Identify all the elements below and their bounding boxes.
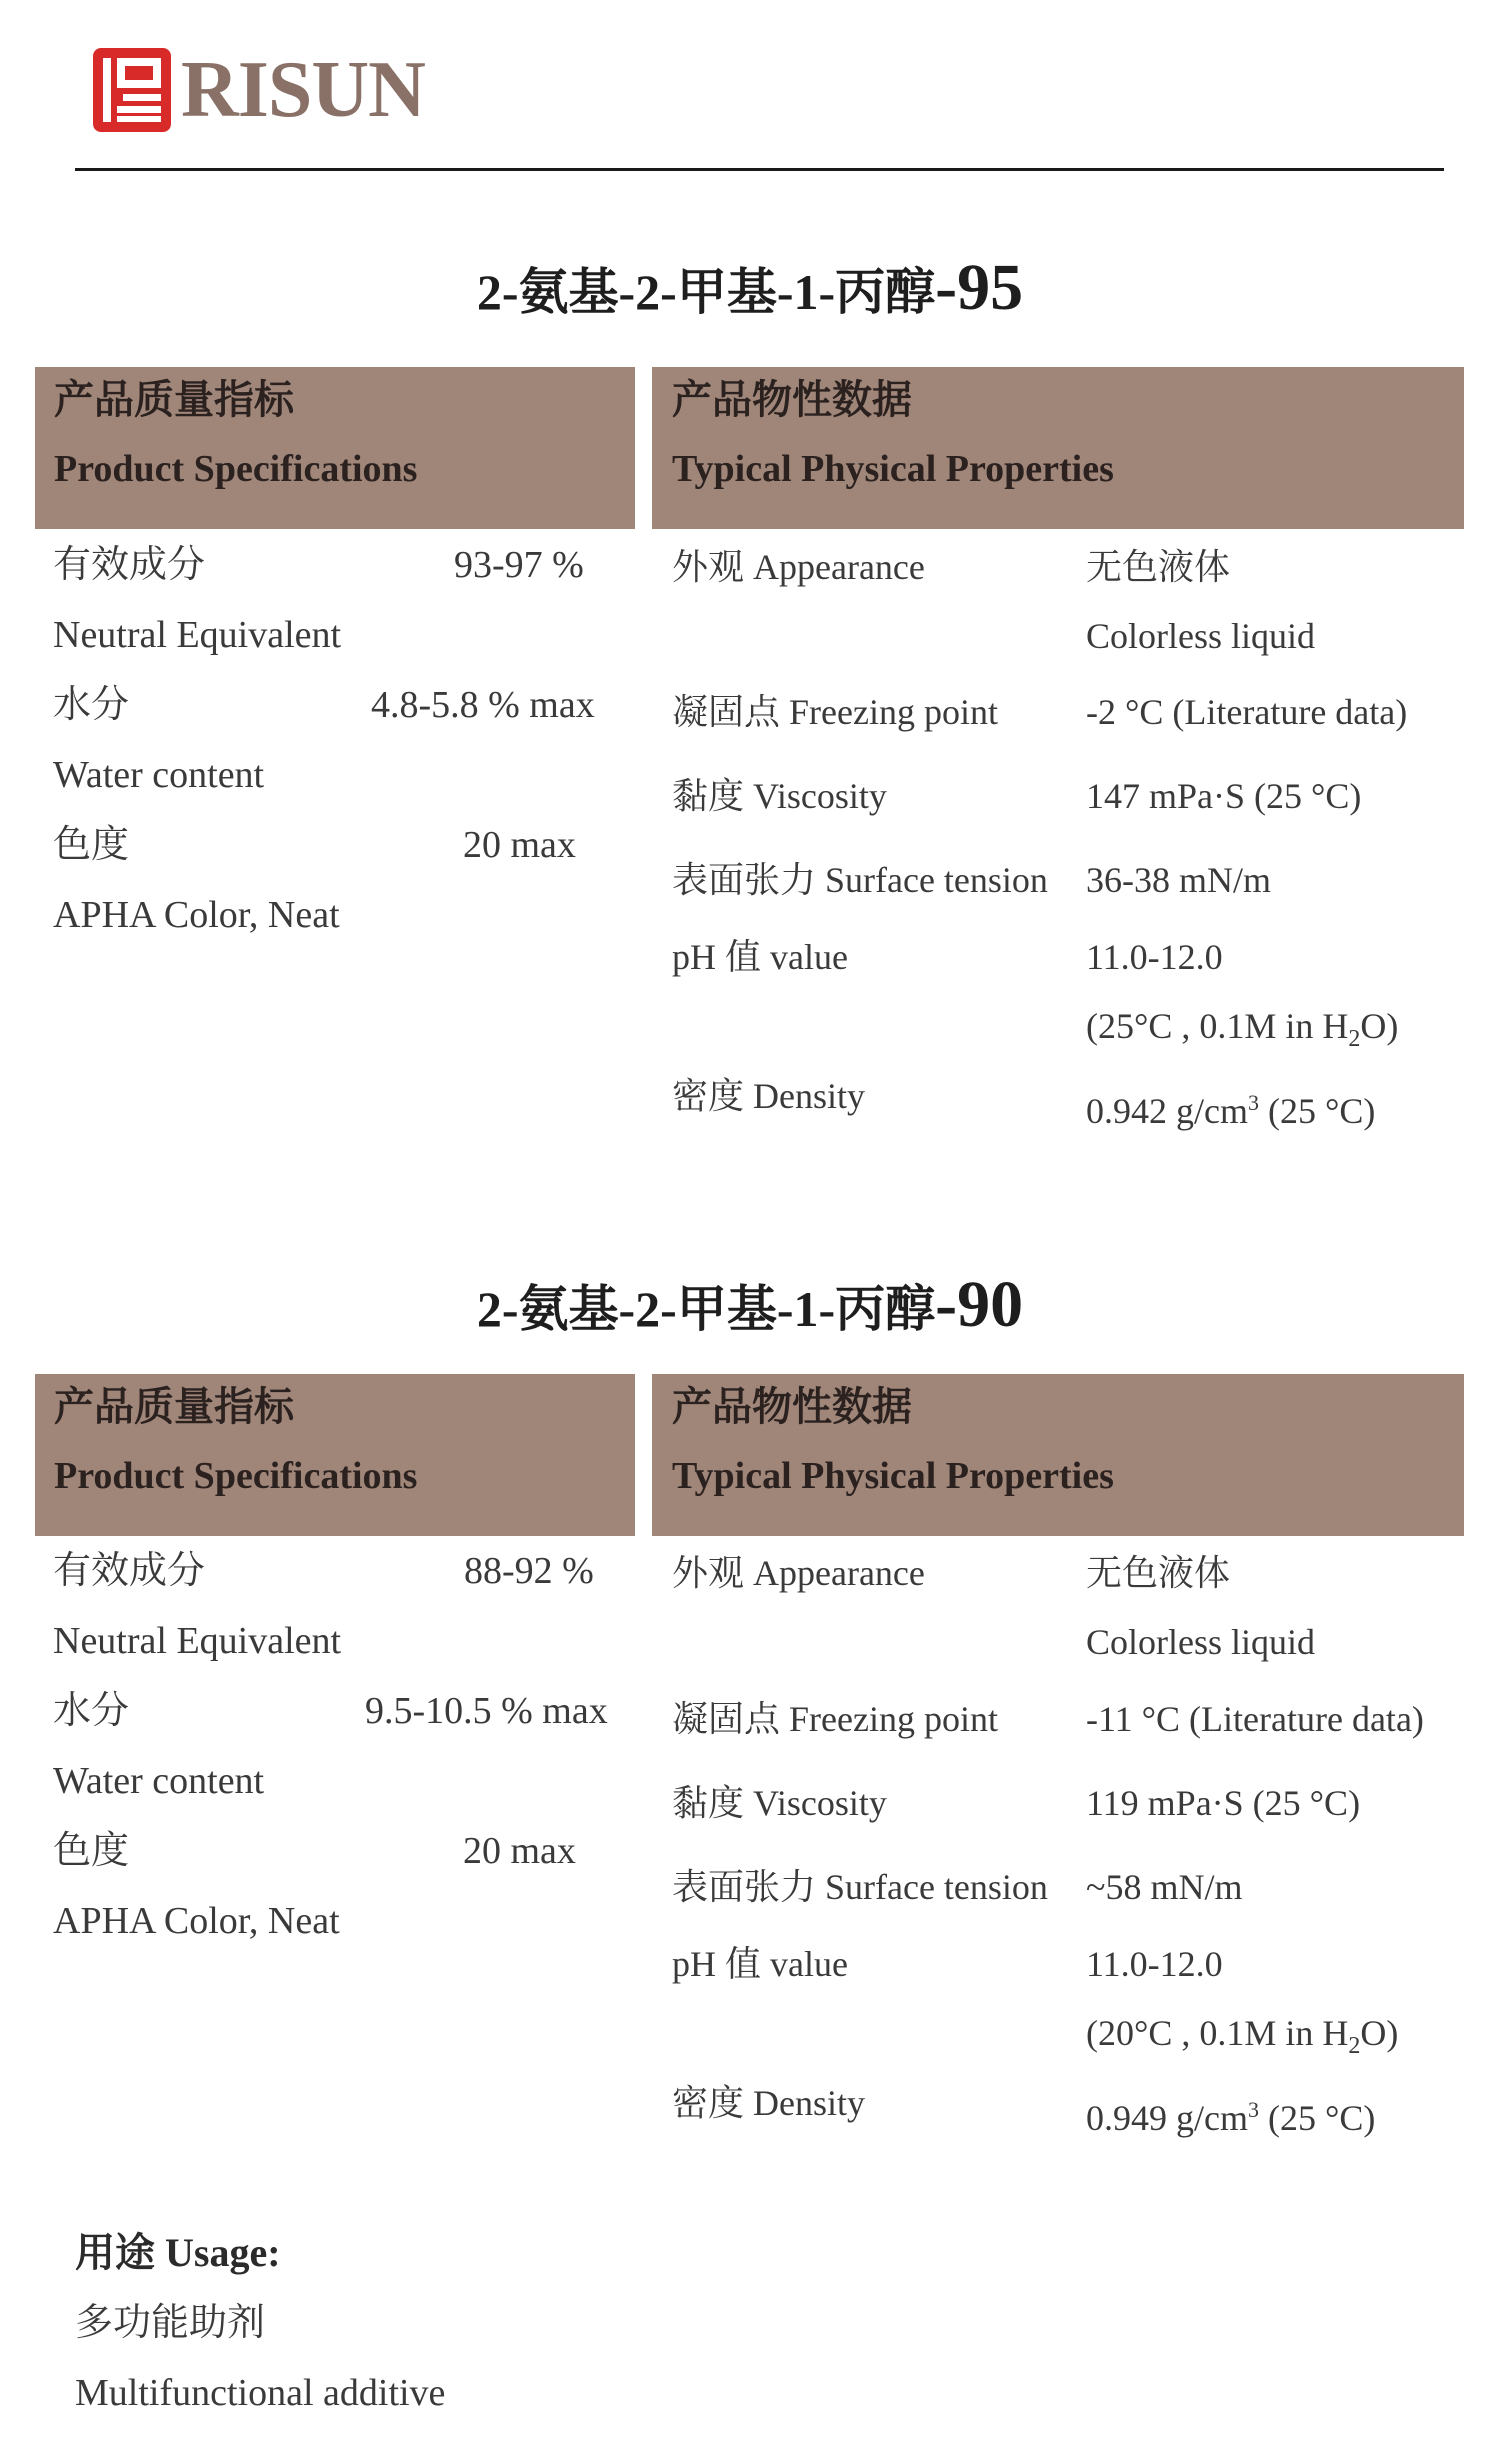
brand-name: RISUN — [181, 46, 425, 134]
spec-label-cn: 有效成分 — [53, 1550, 206, 1592]
spec-header-cn: 产品质量指标 — [54, 377, 294, 422]
spec-label-cn: 有效成分 — [53, 544, 206, 586]
spec-header-bar — [35, 367, 635, 529]
product-title-95 — [0, 251, 1500, 324]
phys-header-cn: 产品物性数据 — [672, 1384, 912, 1429]
phys-header-bar — [652, 1374, 1464, 1536]
freezing-label: 凝固点 Freezing point — [672, 692, 998, 732]
spec-header-en: Product Specifications — [54, 448, 418, 490]
spec-value: 88-92 % — [464, 1550, 594, 1592]
appearance-cn: 无色液体 — [1086, 1553, 1231, 1593]
phys-header-bar — [652, 367, 1464, 529]
spec-label-cn: 水分 — [53, 684, 130, 726]
viscosity-label: 黏度 Viscosity — [672, 1783, 887, 1823]
phys-header-en: Typical Physical Properties — [672, 448, 1114, 490]
usage-title: 用途 Usage: — [75, 2230, 281, 2275]
appearance-en: Colorless liquid — [1086, 1622, 1316, 1662]
spec-header-en: Product Specifications — [54, 1455, 418, 1497]
surface-tension-value: ~58 mN/m — [1086, 1867, 1243, 1907]
risun-logo-icon — [93, 48, 171, 132]
appearance-label: 外观 Appearance — [672, 547, 925, 587]
product-title-90 — [0, 1268, 1500, 1341]
spec-label-cn: 水分 — [53, 1690, 130, 1732]
spec-value: 9.5-10.5 % max — [365, 1690, 608, 1732]
appearance-en: Colorless liquid — [1086, 616, 1316, 656]
product-grade: -95 — [935, 251, 1024, 324]
usage-cn: 多功能助剂 — [75, 2302, 266, 2344]
ph-label: pH 值 value — [672, 937, 848, 977]
viscosity-value: 147 mPa·S (25 °C) — [1086, 776, 1362, 816]
spec-label-en: APHA Color, Neat — [53, 894, 340, 936]
spec-label-en: Water content — [53, 754, 265, 796]
product-name: 2-氨基-2-甲基-1-丙醇 — [476, 264, 936, 320]
appearance-label: 外观 Appearance — [672, 1553, 925, 1593]
spec-label-en: Neutral Equivalent — [53, 614, 342, 656]
viscosity-value: 119 mPa·S (25 °C) — [1086, 1783, 1361, 1823]
header-divider — [75, 168, 1444, 171]
spec-value: 20 max — [463, 1830, 576, 1872]
surface-tension-label: 表面张力 Surface tension — [672, 860, 1048, 900]
density-label: 密度 Density — [672, 1076, 865, 1116]
spec-label-en: APHA Color, Neat — [53, 1900, 340, 1942]
spec-header-cn: 产品质量指标 — [54, 1384, 294, 1429]
spec-value: 4.8-5.8 % max — [371, 684, 595, 726]
ph-label: pH 值 value — [672, 1944, 848, 1984]
brand-logo — [93, 48, 425, 132]
ph-condition: (25°C , 0.1M in $H_2O$) — [1086, 1006, 1399, 1053]
viscosity-label: 黏度 Viscosity — [672, 776, 887, 816]
surface-tension-label: 表面张力 Surface tension — [672, 1867, 1048, 1907]
spec-label-en: Neutral Equivalent — [53, 1620, 342, 1662]
density-label: 密度 Density — [672, 2083, 865, 2123]
phys-header-cn: 产品物性数据 — [672, 377, 912, 422]
spec-label-cn: 色度 — [53, 824, 130, 866]
usage-en: Multifunctional additive — [75, 2372, 446, 2414]
freezing-label: 凝固点 Freezing point — [672, 1699, 998, 1739]
density-value: 0.942 $g/cm^3$ (25 °C) — [1086, 1090, 1376, 1131]
spec-header-bar — [35, 1374, 635, 1536]
phys-header-en: Typical Physical Properties — [672, 1455, 1114, 1497]
spec-label-en: Water content — [53, 1760, 265, 1802]
ph-value: 11.0-12.0 — [1086, 937, 1223, 977]
product-name: 2-氨基-2-甲基-1-丙醇 — [476, 1281, 936, 1337]
spec-label-cn: 色度 — [53, 1830, 130, 1872]
freezing-value: -2 °C (Literature data) — [1086, 692, 1408, 732]
surface-tension-value: 36-38 mN/m — [1086, 860, 1271, 900]
ph-value: 11.0-12.0 — [1086, 1944, 1223, 1984]
spec-value: 93-97 % — [454, 544, 584, 586]
ph-condition: (20°C , 0.1M in $H_2O$) — [1086, 2013, 1399, 2060]
density-value: 0.949 $g/cm^3$ (25 °C) — [1086, 2097, 1376, 2138]
spec-value: 20 max — [463, 824, 576, 866]
product-grade: -90 — [935, 1268, 1024, 1341]
freezing-value: -11 °C (Literature data) — [1086, 1699, 1424, 1739]
appearance-cn: 无色液体 — [1086, 547, 1231, 587]
